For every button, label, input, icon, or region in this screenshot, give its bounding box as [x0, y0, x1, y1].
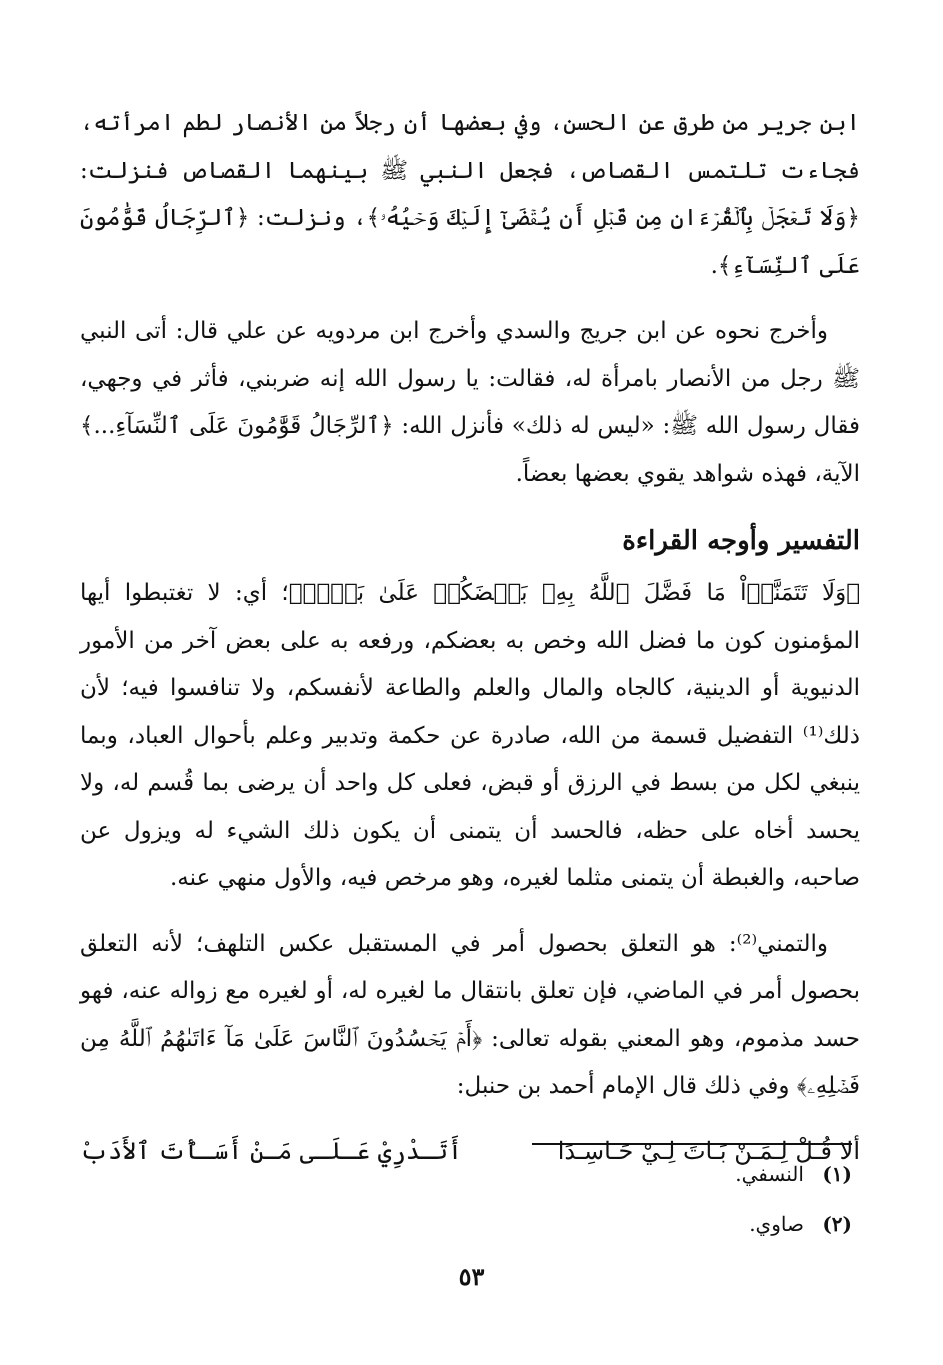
footnote-number: (١): [822, 1162, 852, 1186]
footnotes: [480, 1160, 852, 1260]
paragraph-2: وأخرج نحوه عن ابن جريج والسدي وأخرج ابن مردويه عن علي قال: أتى النبي ﷺ رجل من الأنصار بامرأة له، فقالت: يا رسول الله إنه ضربني، فأثر في وجهي، فقال رسول الله ﷺ: «ليس له ذلك» فأنزل الله: ﴿ٱلرِّجَالُ قَوَّٰمُونَ عَلَى ٱلنِّسَآءِ...﴾ الآية، فهذه شواهد يقوي بعضها بعضاً.: [80, 318, 860, 487]
page-number: ٥٣: [458, 1262, 485, 1291]
paragraph-1: ابن جرير من طرق عن الحسن، وفي بعضها أن رجلاً من الأنصار لطم امرأته، فجاءت تلتمس القصاص، فجعل النبي ﷺ بينهما القصاص فنزلت: ﴿وَلَا تَعۡجَلۡ بِٱلۡقُرۡءَانِ مِن قَبۡلِ أَن يُقۡضَىٰٓ إِلَيۡكَ وَحۡيُهُۥ﴾، ونزلت: ﴿ٱلرِّجَالُ قَوَّٰمُونَ عَلَى ٱلنِّسَآءِ﴾.: [80, 110, 860, 279]
paragraph-3: ﴿وَلَا تَتَمَنَّوۡاْ مَا فَضَّلَ ٱللَّهُ بِهِۦ بَعۡضَكُمۡ عَلَىٰ بَعۡضٖ﴾؛ أي: لا تغتبطوا أيها المؤمنون كون ما فضل الله وخص به بعضكم، ورفعه به على بعض آخر من الأمور الدنيوية أو الدينية، كالجاه والمال والعلم والطاعة لأنفسكم، ولا تنافسوا فيه؛ لأن ذلك⁽¹⁾ التفضيل قسمة من الله، صادرة عن حكمة وتدبير وعلم بأحوال العباد، وبما ينبغي لكل من بسط في الرزق أو قبض، فعلى كل واحد أن يرضى بما قُسم له، ولا يحسد أخاه على حظه، فالحسد أن يتمنى أن يكون ذلك الشيء له ويزول عن صاحبه، والغبطة أن يتمنى مثلما لغيره، وهو مرخص فيه، والأول منهي عنه.: [80, 580, 860, 891]
verse-first-hemistich: ألا قُـلْ لِـمَـنْ بَـاتَ لِـيْ حَـاسِـدَا: [557, 1136, 860, 1165]
footnote-divider: [532, 1143, 852, 1145]
footnote-text: النسفي.: [735, 1162, 804, 1186]
section-heading: التفسير وأوجه القراءة: [622, 526, 860, 556]
footnote-item: [480, 1210, 852, 1238]
footnote-number: (٢): [822, 1212, 852, 1236]
main-text: [80, 100, 860, 1175]
footnote-item: [480, 1160, 852, 1188]
paragraph-4: والتمني⁽²⁾: هو التعلق بحصول أمر في المستقبل عكس التلهف؛ لأنه التعلق بحصول أمر في الماضي، فإن تعلق بانتقال ما لغيره له، أو لغيره مع زواله عنه، فهو حسد مذموم، وهو المعني بقوله تعالى: ﴿أَمۡ يَحۡسُدُونَ ٱلنَّاسَ عَلَىٰ مَآ ءَاتَىٰهُمُ ٱللَّهُ مِن فَضۡلِهِۦ﴾ وفي ذلك قال الإمام أحمد بن حنبل:: [80, 930, 860, 1099]
verse-second-hemistich: أَتَـدْرِيْ عَـلَـى مَـنْ أَسَـأْتَ ٱلأَدَبْ: [80, 1136, 463, 1165]
footnote-text: صاوي.: [749, 1212, 804, 1236]
